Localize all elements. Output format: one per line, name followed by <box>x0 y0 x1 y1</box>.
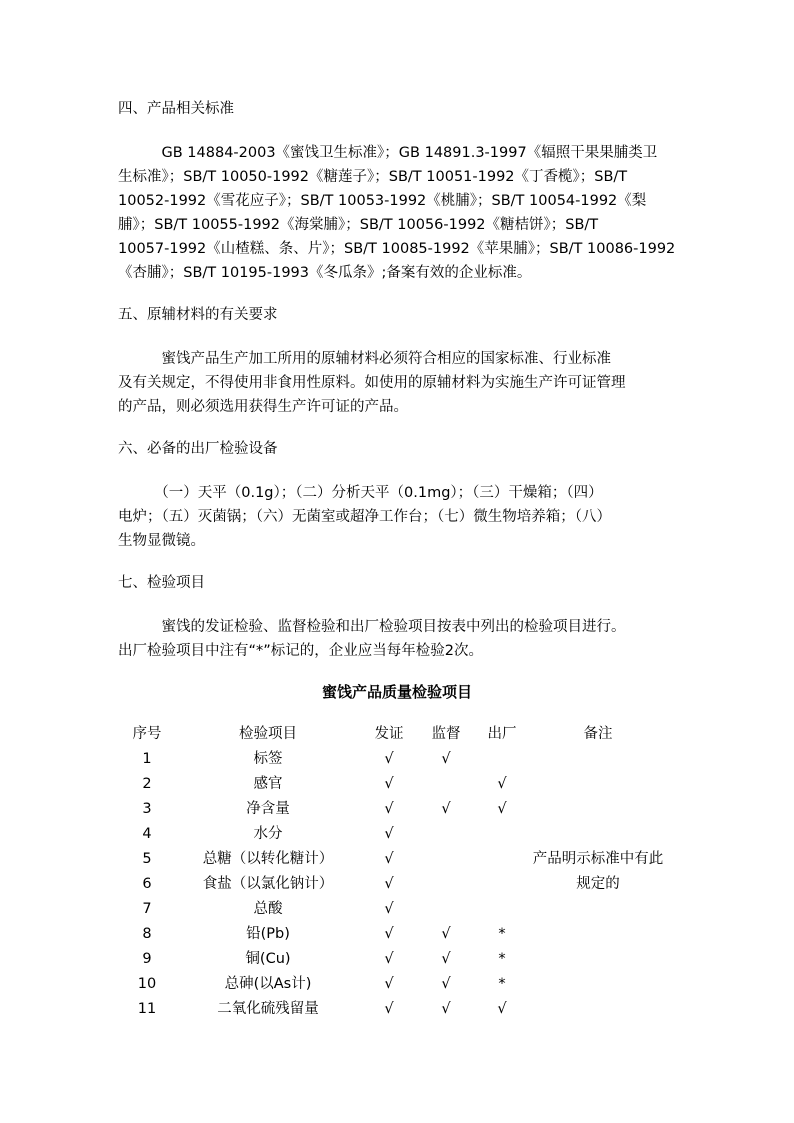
row-factory <box>474 822 530 847</box>
row-certification: √ <box>384 1001 394 1017</box>
row-item: 总糖（以转化糖计） <box>202 851 334 867</box>
row-certification: √ <box>384 751 394 767</box>
section-6-line: 电炉；（五）灭菌锅；（六）无菌室或超净工作台；（七）微生物培养箱；（八） <box>118 509 611 525</box>
section-4-line: 《杏脯》；SB/T 10195-1993《冬瓜条》;备案有效的企业标准。 <box>118 265 532 281</box>
row-factory: √ <box>497 1001 507 1017</box>
row-remarks <box>530 922 666 947</box>
row-factory <box>474 847 530 872</box>
table-row <box>118 922 666 947</box>
row-certification: √ <box>384 801 394 817</box>
row-item: 铅(Pb) <box>246 926 290 942</box>
row-factory <box>474 897 530 922</box>
section-4-line: 10057-1992《山楂糕、条、片》；SB/T 10085-1992《苹果脯》；SB/T 10086-1992 <box>118 241 676 257</box>
row-supervision <box>418 822 474 847</box>
row-remarks <box>530 947 666 972</box>
row-factory: * <box>498 951 506 967</box>
section-6-heading: 六、必备的出厂检验设备 <box>118 441 278 457</box>
row-no: 3 <box>142 801 152 817</box>
row-remarks <box>530 772 666 797</box>
row-factory: √ <box>497 801 507 817</box>
row-supervision <box>418 872 474 897</box>
section-7-line: 出厂检验项目中注有“*”标记的，企业应当每年检验2次。 <box>118 643 483 659</box>
row-item: 食盐（以氯化钠计） <box>202 876 334 892</box>
row-item: 感官 <box>253 776 283 792</box>
row-certification: √ <box>384 926 394 942</box>
row-item: 水分 <box>253 826 283 842</box>
row-no: 9 <box>142 951 152 967</box>
row-certification: √ <box>384 976 394 992</box>
row-no: 10 <box>137 976 157 992</box>
row-no: 1 <box>142 751 152 767</box>
table-row <box>118 822 666 847</box>
row-factory <box>474 747 530 772</box>
table-row <box>118 947 666 972</box>
table-title: 蜜饯产品质量检验项目 <box>321 683 472 701</box>
row-remarks <box>530 797 666 822</box>
header-item: 检验项目 <box>239 726 297 742</box>
section-4-heading: 四、产品相关标准 <box>118 101 234 117</box>
row-item: 标签 <box>253 751 283 767</box>
section-4-line: GB 14884-2003《蜜饯卫生标准》；GB 14891.3-1997《辐照干果果脯类卫 <box>118 145 658 161</box>
row-supervision <box>418 847 474 872</box>
row-factory: * <box>498 926 506 942</box>
row-supervision: √ <box>441 801 451 817</box>
row-certification: √ <box>384 826 394 842</box>
table-row <box>118 772 666 797</box>
row-factory <box>474 872 530 897</box>
row-supervision: √ <box>441 1001 451 1017</box>
section-5-line: 及有关规定，不得使用非食用性原料。如使用的原辅材料为实施生产许可证管理 <box>118 375 626 391</box>
row-remarks <box>530 747 666 772</box>
section-5-line: 蜜饯产品生产加工所用的原辅材料必须符合相应的国家标准、行业标准 <box>118 351 611 367</box>
row-supervision: √ <box>441 951 451 967</box>
row-remarks <box>530 997 666 1022</box>
row-certification: √ <box>384 851 394 867</box>
header-remarks: 备注 <box>583 726 613 742</box>
section-4-line: 脯》；SB/T 10055-1992《海棠脯》；SB/T 10056-1992《糖桔饼》；SB/T <box>118 217 599 233</box>
row-item: 总酸 <box>253 901 283 917</box>
row-certification: √ <box>384 951 394 967</box>
section-6-line: （一）天平（0.1g）；（二）分析天平（0.1mg）；（三）干燥箱；（四） <box>118 485 603 501</box>
row-item: 铜(Cu) <box>245 951 291 967</box>
row-item: 净含量 <box>246 801 290 817</box>
row-no: 6 <box>142 876 152 892</box>
header-no: 序号 <box>132 726 162 742</box>
table-header-row <box>118 722 666 747</box>
row-factory: √ <box>497 776 507 792</box>
row-remarks-note: 产品明示标准中有此规定的 <box>532 851 664 892</box>
section-7-line: 蜜饯的发证检验、监督检验和出厂检验项目按表中列出的检验项目进行。 <box>118 619 626 635</box>
row-no: 2 <box>142 776 152 792</box>
table-row <box>118 747 666 772</box>
row-supervision: √ <box>441 751 451 767</box>
section-5-line: 的产品，则必须选用获得生产许可证的产品。 <box>118 399 408 415</box>
section-5-heading: 五、原辅材料的有关要求 <box>118 307 278 323</box>
row-item: 总砷(以As计) <box>224 976 312 992</box>
header-factory: 出厂 <box>487 726 517 742</box>
inspection-table <box>118 722 666 1022</box>
row-supervision: √ <box>441 976 451 992</box>
row-no: 4 <box>142 826 152 842</box>
row-no: 8 <box>142 926 152 942</box>
section-7-heading: 七、检验项目 <box>118 575 205 591</box>
row-factory: * <box>498 976 506 992</box>
table-row <box>118 972 666 997</box>
section-4-line: 生标准》；SB/T 10050-1992《糖莲子》；SB/T 10051-1992《丁香榄》；SB/T <box>118 169 628 185</box>
row-certification: √ <box>384 876 394 892</box>
row-no: 7 <box>142 901 152 917</box>
row-supervision <box>418 772 474 797</box>
header-supervision: 监督 <box>431 726 461 742</box>
row-supervision <box>418 897 474 922</box>
row-no: 11 <box>137 1001 157 1017</box>
row-certification: √ <box>384 776 394 792</box>
table-row <box>118 997 666 1022</box>
row-no: 5 <box>142 851 152 867</box>
section-6-line: 生物显微镜。 <box>118 533 205 549</box>
header-certification: 发证 <box>374 726 404 742</box>
row-remarks <box>530 972 666 997</box>
row-supervision: √ <box>441 926 451 942</box>
section-4-line: 10052-1992《雪花应子》；SB/T 10053-1992《桃脯》；SB/T 10054-1992《梨 <box>118 193 647 209</box>
row-certification: √ <box>384 901 394 917</box>
row-item: 二氧化硫残留量 <box>217 1001 319 1017</box>
table-row <box>118 797 666 822</box>
